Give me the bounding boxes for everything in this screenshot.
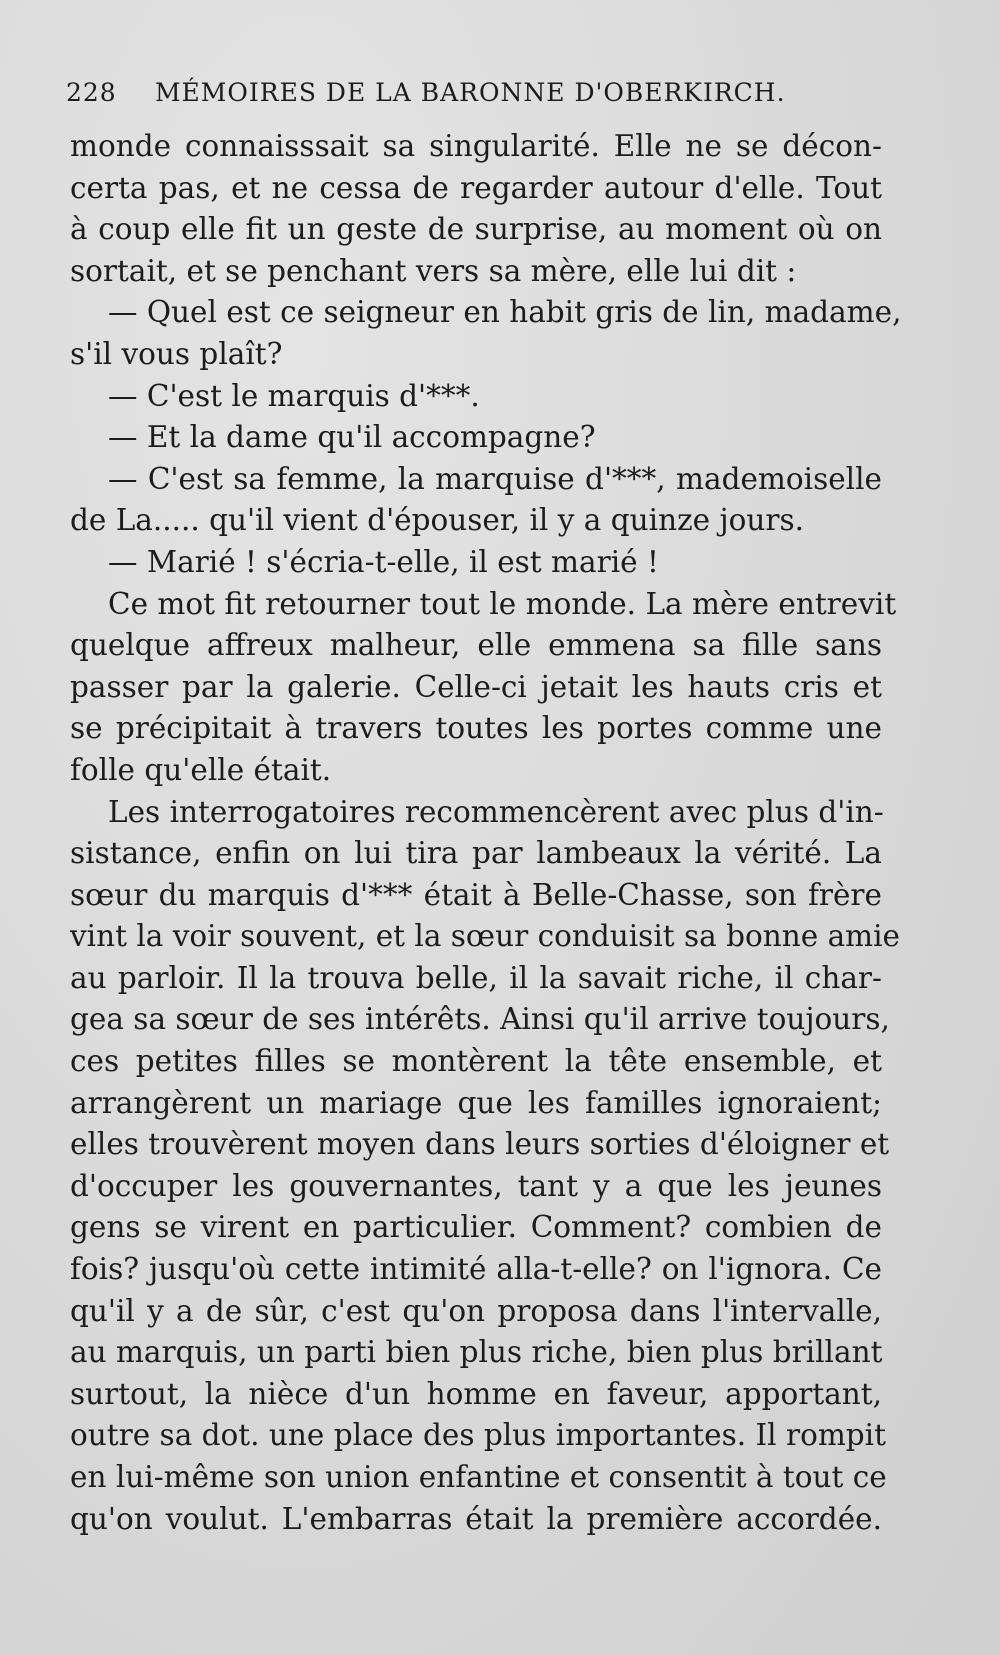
text-line: — C'est sa femme, la marquise d'***, mademoiselle [108, 461, 882, 496]
text-line: — C'est le marquis d'***. [108, 378, 480, 413]
text-line: Ce mot fit retourner tout le monde. La mère entrevit [108, 586, 897, 621]
text-line: arrangèrent un mariage que les familles ignoraient; [70, 1085, 882, 1120]
text-line: gea sa sœur de ses intérêts. Ainsi qu'il arrive toujours, [70, 1002, 890, 1037]
text-line: elles trouvèrent moyen dans leurs sorties d'éloigner et [70, 1127, 890, 1162]
text-line: qu'on voulut. L'embarras était la première accordée. [70, 1501, 882, 1536]
text-line: outre sa dot. une place des plus importantes. Il rompit [70, 1418, 886, 1453]
text-line: passer par la galerie. Celle-ci jetait les hauts cris et [70, 669, 882, 704]
text-line: sistance, enfin on lui tira par lambeaux la vérité. La [70, 836, 882, 871]
text-line: — Et la dame qu'il accompagne? [108, 420, 596, 455]
running-title: MÉMOIRES DE LA BARONNE D'OBERKIRCH. [154, 78, 786, 107]
text-line: monde connaisssait sa singularité. Elle ne se décon- [70, 129, 882, 163]
text-line: gens se virent en particulier. Comment? combien de [70, 1210, 882, 1245]
page-number: 228 [66, 78, 117, 107]
text-line: — Quel est ce seigneur en habit gris de lin, madame, [108, 295, 902, 330]
text-line: certa pas, et ne cessa de regarder autour d'elle. Tout [70, 170, 882, 205]
text-line: fois? jusqu'où cette intimité alla-t-elle? on l'ignora. Ce [70, 1252, 882, 1287]
text-line: qu'il y a de sûr, c'est qu'on proposa dans l'intervalle, [70, 1293, 882, 1328]
text-line: sortait, et se penchant vers sa mère, elle lui dit : [70, 253, 797, 288]
text-line: sœur du marquis d'*** était à Belle-Chasse, son frère [70, 877, 882, 912]
body-text [70, 126, 902, 1540]
text-line: de La..... qu'il vient d'épouser, il y a quinze jours. [70, 503, 804, 538]
text-line: d'occuper les gouvernantes, tant y a que les jeunes [70, 1168, 882, 1203]
text-line: ces petites filles se montèrent la tête ensemble, et [70, 1044, 882, 1079]
text-line: s'il vous plaît? [70, 336, 283, 371]
running-header [66, 78, 786, 107]
text-line: Les interrogatoires recommencèrent avec plus d'in- [108, 794, 884, 829]
text-line: quelque affreux malheur, elle emmena sa fille sans [70, 628, 882, 663]
text-line: — Marié ! s'écria-t-elle, il est marié ! [108, 544, 659, 579]
text-line: folle qu'elle était. [70, 752, 332, 787]
text-line: à coup elle fit un geste de surprise, au moment où on [70, 212, 882, 247]
text-line: au marquis, un parti bien plus riche, bien plus brillant [70, 1335, 883, 1370]
text-line: en lui-même son union enfantine et consentit à tout ce [70, 1460, 887, 1494]
text-line: se précipitait à travers toutes les portes comme une [70, 711, 882, 746]
text-line: au parloir. Il la trouva belle, il la savait riche, il char- [70, 960, 882, 995]
text-line: vint la voir souvent, et la sœur conduisit sa bonne amie [70, 919, 901, 954]
text-line: surtout, la nièce d'un homme en faveur, apportant, [70, 1376, 882, 1411]
